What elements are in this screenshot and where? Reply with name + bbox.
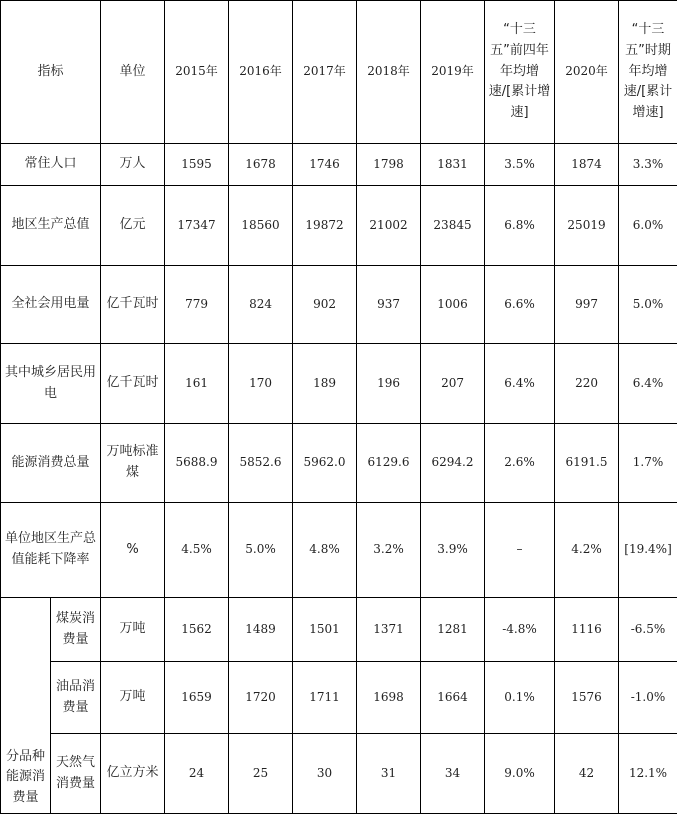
cell-2020: 25019 bbox=[555, 186, 619, 266]
cell-2015: 1659 bbox=[165, 662, 229, 734]
cell-growth-4yr: 6.4% bbox=[485, 344, 555, 424]
table-row bbox=[1, 266, 677, 344]
table-row bbox=[1, 662, 677, 734]
cell-2019: 1831 bbox=[421, 144, 485, 186]
cell-growth-4yr: – bbox=[485, 503, 555, 598]
row-indicator: 地区生产总值 bbox=[1, 186, 101, 266]
cell-2016: 25 bbox=[229, 734, 293, 814]
cell-2018: 3.2% bbox=[357, 503, 421, 598]
cell-growth-5yr: 6.4% bbox=[619, 344, 677, 424]
row-indicator: 油品消费量 bbox=[51, 662, 101, 734]
row-unit: 亿千瓦时 bbox=[101, 266, 165, 344]
cell-2015: 1562 bbox=[165, 598, 229, 662]
cell-2020: 1874 bbox=[555, 144, 619, 186]
header-2020: 2020年 bbox=[555, 1, 619, 144]
cell-2020: 1116 bbox=[555, 598, 619, 662]
cell-2019: 3.9% bbox=[421, 503, 485, 598]
row-unit: 万吨标准煤 bbox=[101, 424, 165, 503]
cell-2019: 23845 bbox=[421, 186, 485, 266]
cell-growth-5yr: -1.0% bbox=[619, 662, 677, 734]
cell-growth-4yr: 9.0% bbox=[485, 734, 555, 814]
cell-2016: 5.0% bbox=[229, 503, 293, 598]
cell-2015: 1595 bbox=[165, 144, 229, 186]
group-label: 分品种能源消费量 bbox=[1, 598, 51, 814]
cell-2018: 937 bbox=[357, 266, 421, 344]
cell-growth-4yr: 3.5% bbox=[485, 144, 555, 186]
cell-2018: 196 bbox=[357, 344, 421, 424]
header-2015: 2015年 bbox=[165, 1, 229, 144]
cell-growth-4yr: 0.1% bbox=[485, 662, 555, 734]
cell-2016: 5852.6 bbox=[229, 424, 293, 503]
cell-2020: 4.2% bbox=[555, 503, 619, 598]
cell-2016: 1678 bbox=[229, 144, 293, 186]
table-row bbox=[1, 424, 677, 503]
header-growth-4yr: “十三五”前四年年均增速/[累计增速] bbox=[485, 1, 555, 144]
row-unit: 万人 bbox=[101, 144, 165, 186]
cell-2018: 1798 bbox=[357, 144, 421, 186]
cell-2015: 24 bbox=[165, 734, 229, 814]
cell-2017: 5962.0 bbox=[293, 424, 357, 503]
cell-2015: 17347 bbox=[165, 186, 229, 266]
cell-2015: 4.5% bbox=[165, 503, 229, 598]
cell-2016: 170 bbox=[229, 344, 293, 424]
cell-2016: 18560 bbox=[229, 186, 293, 266]
cell-2016: 1720 bbox=[229, 662, 293, 734]
cell-2019: 6294.2 bbox=[421, 424, 485, 503]
cell-2015: 779 bbox=[165, 266, 229, 344]
cell-growth-5yr: 5.0% bbox=[619, 266, 677, 344]
cell-2019: 1664 bbox=[421, 662, 485, 734]
cell-2020: 997 bbox=[555, 266, 619, 344]
header-2017: 2017年 bbox=[293, 1, 357, 144]
cell-growth-4yr: 6.8% bbox=[485, 186, 555, 266]
cell-2020: 220 bbox=[555, 344, 619, 424]
cell-2019: 1281 bbox=[421, 598, 485, 662]
cell-growth-4yr: -4.8% bbox=[485, 598, 555, 662]
cell-2015: 161 bbox=[165, 344, 229, 424]
cell-2017: 902 bbox=[293, 266, 357, 344]
row-unit: 万吨 bbox=[101, 598, 165, 662]
cell-growth-5yr: 1.7% bbox=[619, 424, 677, 503]
table-row bbox=[1, 144, 677, 186]
table-row bbox=[1, 186, 677, 266]
cell-2019: 34 bbox=[421, 734, 485, 814]
cell-growth-5yr: 3.3% bbox=[619, 144, 677, 186]
cell-growth-5yr: 6.0% bbox=[619, 186, 677, 266]
cell-growth-5yr: 12.1% bbox=[619, 734, 677, 814]
cell-2018: 21002 bbox=[357, 186, 421, 266]
header-2019: 2019年 bbox=[421, 1, 485, 144]
table-row bbox=[1, 598, 677, 662]
cell-2017: 30 bbox=[293, 734, 357, 814]
cell-2017: 4.8% bbox=[293, 503, 357, 598]
row-unit: 亿立方米 bbox=[101, 734, 165, 814]
cell-2018: 31 bbox=[357, 734, 421, 814]
row-indicator: 天然气消费量 bbox=[51, 734, 101, 814]
cell-2018: 6129.6 bbox=[357, 424, 421, 503]
cell-2019: 1006 bbox=[421, 266, 485, 344]
row-indicator: 常住人口 bbox=[1, 144, 101, 186]
cell-2017: 189 bbox=[293, 344, 357, 424]
cell-2018: 1371 bbox=[357, 598, 421, 662]
cell-2017: 1746 bbox=[293, 144, 357, 186]
row-unit: 万吨 bbox=[101, 662, 165, 734]
cell-2018: 1698 bbox=[357, 662, 421, 734]
cell-growth-5yr: -6.5% bbox=[619, 598, 677, 662]
table-row bbox=[1, 344, 677, 424]
header-indicator: 指标 bbox=[1, 1, 101, 144]
row-unit: % bbox=[101, 503, 165, 598]
cell-2020: 42 bbox=[555, 734, 619, 814]
cell-2017: 19872 bbox=[293, 186, 357, 266]
cell-growth-4yr: 6.6% bbox=[485, 266, 555, 344]
table-row bbox=[1, 734, 677, 814]
header-2018: 2018年 bbox=[357, 1, 421, 144]
cell-2019: 207 bbox=[421, 344, 485, 424]
cell-2020: 1576 bbox=[555, 662, 619, 734]
row-indicator: 其中城乡居民用电 bbox=[1, 344, 101, 424]
row-unit: 亿千瓦时 bbox=[101, 344, 165, 424]
row-indicator: 全社会用电量 bbox=[1, 266, 101, 344]
header-row bbox=[1, 1, 677, 144]
cell-2017: 1501 bbox=[293, 598, 357, 662]
row-indicator: 单位地区生产总值能耗下降率 bbox=[1, 503, 101, 598]
header-growth-5yr: “十三五”时期年均增速/[累计增速] bbox=[619, 1, 677, 144]
table-row bbox=[1, 503, 677, 598]
cell-growth-5yr: [19.4%] bbox=[619, 503, 677, 598]
cell-2020: 6191.5 bbox=[555, 424, 619, 503]
cell-2016: 1489 bbox=[229, 598, 293, 662]
cell-2017: 1711 bbox=[293, 662, 357, 734]
cell-growth-4yr: 2.6% bbox=[485, 424, 555, 503]
cell-2016: 824 bbox=[229, 266, 293, 344]
cell-2015: 5688.9 bbox=[165, 424, 229, 503]
row-unit: 亿元 bbox=[101, 186, 165, 266]
row-indicator: 能源消费总量 bbox=[1, 424, 101, 503]
header-unit: 单位 bbox=[101, 1, 165, 144]
header-2016: 2016年 bbox=[229, 1, 293, 144]
row-indicator: 煤炭消费量 bbox=[51, 598, 101, 662]
